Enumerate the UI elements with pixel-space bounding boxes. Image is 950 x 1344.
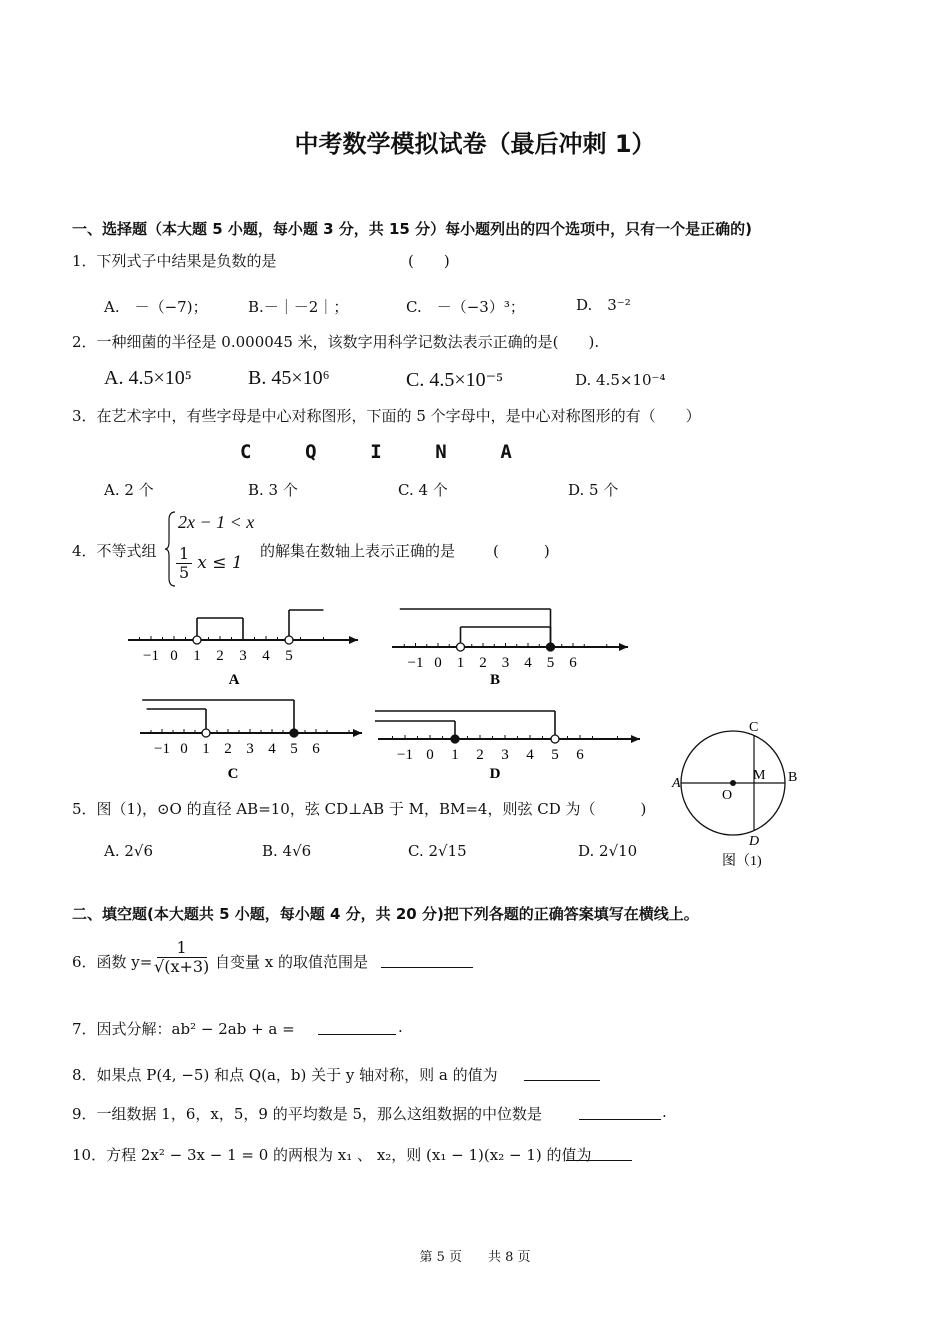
q3-option-c[interactable]: C. 4 个 xyxy=(398,481,448,499)
q3-option-d[interactable]: D. 5 个 xyxy=(568,481,619,499)
q3-letter-c: C xyxy=(240,441,252,463)
number-line-tick-label: 4 xyxy=(268,741,276,757)
closed-endpoint xyxy=(451,735,459,743)
question-4-prefix: 4．不等式组 xyxy=(72,542,157,560)
number-line-tick-label: 0 xyxy=(170,648,178,664)
question-6-prefix: 6．函数 y= xyxy=(72,953,153,971)
question-3-text: 3．在艺术字中，有些字母是中心对称图形，下面的 5 个字母中，是中心对称图形的有（ ） xyxy=(72,407,701,425)
q6-fraction: $\frac{1}{√(x+3)}$ xyxy=(154,938,210,976)
number-line-option-label: C xyxy=(227,766,239,782)
system-line-1: 2x − 1 < x xyxy=(178,512,255,532)
number-line-tick-label: −1 xyxy=(154,741,170,757)
number-line-tick-label: 3 xyxy=(239,648,247,664)
number-line-arrow xyxy=(349,636,358,644)
number-line-option-label: B xyxy=(489,672,501,688)
open-endpoint xyxy=(193,636,201,644)
section-1-heading: 一、选择题（本大题 5 小题，每小题 3 分，共 15 分）每小题列出的四个选项中，只有一个是正确的) xyxy=(72,220,752,238)
q1-option-a[interactable]: A. －（−7)； xyxy=(104,298,208,316)
label-o: O xyxy=(722,788,733,803)
closed-endpoint xyxy=(290,729,298,737)
circle-figure xyxy=(660,715,820,875)
number-line-arrow xyxy=(619,643,628,651)
label-b: B xyxy=(788,770,798,785)
number-line-arrow xyxy=(353,729,362,737)
number-line-tick-label: 5 xyxy=(551,747,559,763)
q5-option-c[interactable]: C. 2√15 xyxy=(408,842,467,860)
open-endpoint xyxy=(202,729,210,737)
q2-option-a[interactable]: A. 4.5×10⁵ xyxy=(104,367,192,389)
number-line-tick-label: 3 xyxy=(501,747,509,763)
label-c: C xyxy=(749,720,759,735)
number-line-tick-label: 2 xyxy=(216,648,224,664)
label-d: D xyxy=(749,834,760,849)
number-line-tick-label: 6 xyxy=(569,655,577,671)
page-title: 中考数学模拟试卷（最后冲刺 1） xyxy=(294,130,656,158)
q3-letter-q: Q xyxy=(305,441,317,463)
q3-option-a[interactable]: A. 2 个 xyxy=(104,481,154,499)
q7-answer-blank[interactable] xyxy=(318,1018,396,1035)
number-line-tick-label: 4 xyxy=(524,655,532,671)
q10-answer-blank[interactable] xyxy=(566,1144,632,1161)
system-fraction: $\frac{1}{5}$ xyxy=(176,545,192,582)
number-line-tick-label: 1 xyxy=(451,747,459,763)
open-endpoint xyxy=(457,643,465,651)
number-line-tick-label: 0 xyxy=(434,655,442,671)
question-7-text: 7．因式分解：ab² − 2ab + a = xyxy=(72,1020,295,1038)
q7-period: . xyxy=(398,1018,403,1036)
q3-option-b[interactable]: B. 3 个 xyxy=(248,481,298,499)
q1-option-d[interactable]: D. 3⁻² xyxy=(576,296,631,314)
section-2-heading: 二、填空题(本大题共 5 小题，每小题 4 分，共 20 分)把下列各题的正确答案填写在横线上。 xyxy=(72,905,699,923)
question-1-answer-paren: ( ) xyxy=(408,252,450,270)
q3-letter-i: I xyxy=(370,441,382,463)
q8-answer-blank[interactable] xyxy=(524,1064,600,1081)
page-footer: 第 5 页 共 8 页 xyxy=(419,1250,531,1265)
number-line-tick-label: 3 xyxy=(246,741,254,757)
number-line-tick-label: 2 xyxy=(479,655,487,671)
q5-option-b[interactable]: B. 4√6 xyxy=(262,842,312,860)
q6-answer-blank[interactable] xyxy=(381,951,473,968)
number-line-tick-label: 4 xyxy=(262,648,270,664)
open-endpoint xyxy=(285,636,293,644)
number-line-tick-label: 6 xyxy=(576,747,584,763)
number-line-tick-label: 2 xyxy=(224,741,232,757)
q5-option-a[interactable]: A. 2√6 xyxy=(104,842,154,860)
q2-option-d[interactable]: D. 4.5×10⁻⁴ xyxy=(575,371,666,389)
closed-endpoint xyxy=(547,643,555,651)
number-line-tick-label: 5 xyxy=(290,741,298,757)
question-2-text: 2．一种细菌的半径是 0.000045 米，该数字用科学记数法表示正确的是( ). xyxy=(72,333,600,351)
number-line-option-label: A xyxy=(228,672,240,688)
number-line-tick-label: 0 xyxy=(426,747,434,763)
figure-caption: 图（1) xyxy=(722,854,762,869)
q2-option-c[interactable]: C. 4.5×10⁻⁵ xyxy=(406,369,504,391)
q1-option-c[interactable]: C. －（−3）³； xyxy=(406,298,525,316)
number-line-tick-label: 2 xyxy=(476,747,484,763)
number-line-tick-label: −1 xyxy=(407,655,424,671)
number-line-tick-label: 1 xyxy=(202,741,210,757)
number-line-tick-label: 5 xyxy=(285,648,293,664)
number-line-tick-label: 0 xyxy=(180,741,188,757)
label-a: A xyxy=(672,776,681,791)
question-6-suffix: 自变量 x 的取值范围是 xyxy=(215,953,368,971)
question-4-suffix: 的解集在数轴上表示正确的是 xyxy=(260,542,456,560)
open-endpoint xyxy=(551,735,559,743)
question-10-text: 10．方程 2x² − 3x − 1 = 0 的两根为 x₁ 、 x₂，则 (x₁ − 1)(x₂ − 1) 的值为 xyxy=(72,1146,592,1164)
number-line-arrow xyxy=(631,735,640,743)
question-9-text: 9．一组数据 1，6，x，5，9 的平均数是 5，那么这组数据的中位数是 xyxy=(72,1105,543,1123)
q3-letter-n: N xyxy=(435,441,447,463)
number-line-tick-label: 6 xyxy=(312,741,320,757)
center-point xyxy=(730,780,736,786)
number-line-tick-label: −1 xyxy=(143,648,159,664)
number-line-tick-label: 3 xyxy=(501,655,510,671)
question-5-text: 5．图（1)，⊙O 的直径 AB=10，弦 CD⊥AB 于 M，BM=4，则弦 CD 为（ ) xyxy=(72,800,647,818)
question-8-text: 8．如果点 P(4, −5) 和点 Q(a，b) 关于 y 轴对称，则 a 的值为 xyxy=(72,1066,498,1084)
system-line-2: $\frac{1}{5}$ x ≤ 1 xyxy=(176,545,243,582)
label-m: M xyxy=(753,768,766,783)
question-1-text: 1．下列式子中结果是负数的是 xyxy=(72,252,277,270)
q9-period: . xyxy=(662,1103,667,1121)
number-line-tick-label: 5 xyxy=(546,655,555,671)
q5-option-d[interactable]: D. 2√10 xyxy=(578,842,638,860)
number-line-tick-label: 1 xyxy=(193,648,201,664)
number-line-tick-label: 1 xyxy=(456,655,465,671)
number-line-tick-label: 4 xyxy=(526,747,534,763)
question-4-answer-paren: ( ) xyxy=(493,542,550,560)
number-line-option-label: D xyxy=(489,766,501,782)
number-line-tick-label: −1 xyxy=(397,747,413,763)
q1-option-b[interactable]: B.－｜－2｜； xyxy=(248,298,349,316)
q3-letter-a: A xyxy=(500,441,512,463)
q2-option-b[interactable]: B. 45×10⁶ xyxy=(248,367,330,389)
q9-answer-blank[interactable] xyxy=(579,1103,661,1120)
